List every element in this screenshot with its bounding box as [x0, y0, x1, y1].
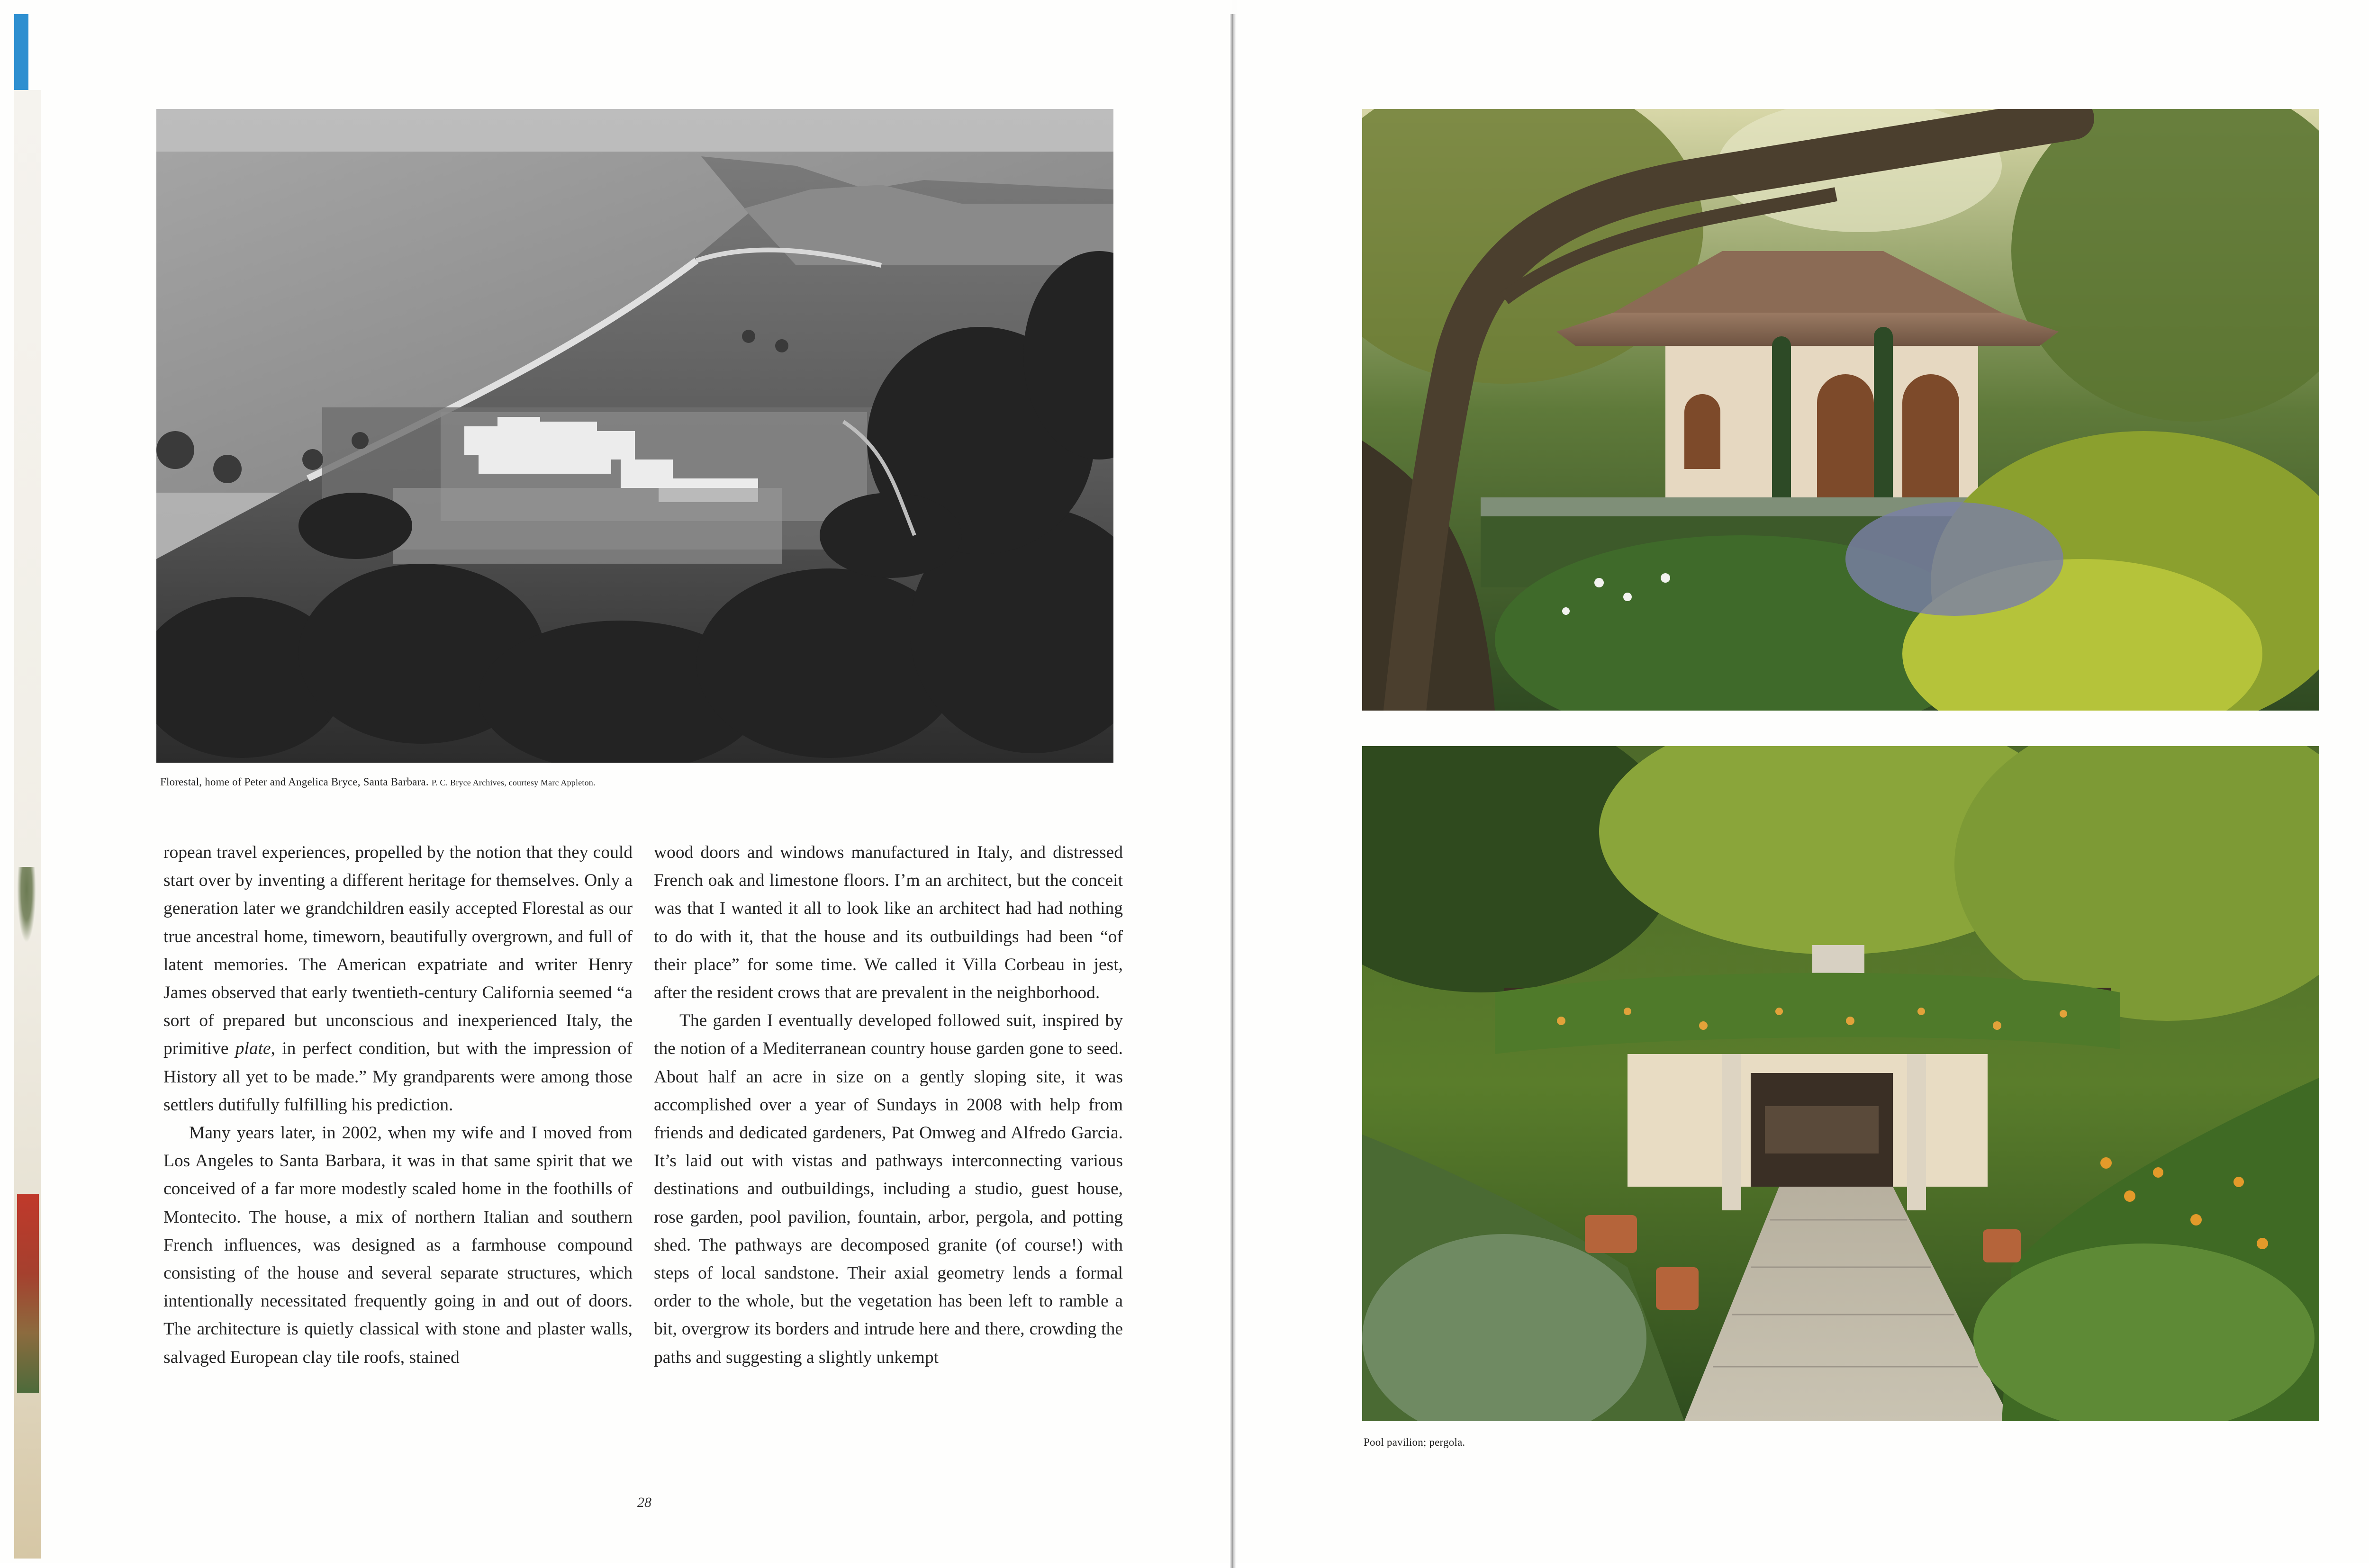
aerial-photo-caption	[160, 775, 1108, 790]
florestal-aerial-photo	[156, 109, 1113, 763]
book-gutter	[1230, 14, 1236, 1568]
right-photo-caption: Pool pavilion; pergola.	[1364, 1436, 1465, 1448]
caption-main: Florestal, home of Peter and Angelica Bryce, Santa Barbara.	[160, 776, 429, 788]
text-column-2	[654, 838, 1123, 1371]
italic-word-plate: plate	[235, 1039, 271, 1059]
page-edge-red-band	[17, 1194, 39, 1393]
column-2-paragraph-2: The garden I eventually developed followed suit, inspired by the notion of a Mediterranean country house garden gone to seed. About half an acre in size on a gently sloping site, it was accomplished over a year of Sundays in 2008 with help from friends and dedicated gardeners, Pat Omweg and Alfredo Garcia. It’s laid out with vistas and pathways interconnecting various destinations and outbuildings, including a studio, guest house, rose garden, pool pavilion, fountain, arbor, pergola, and potting shed. The pathways are decomposed granite (of course!) with steps of local sandstone. Their axial geometry lends a formal order to the whole, but the vegetation has been left to ramble a bit, overgrow its borders and intrude here and there, crowding the paths and suggesting a slightly unkempt	[654, 1011, 1123, 1367]
pool-pavilion-photo	[1362, 109, 2319, 711]
page-edge-foliage	[17, 867, 36, 943]
column-2-paragraph-1: wood doors and windows manufactured in Italy, and distressed French oak and limestone floors. I’m an architect, but the conceit was that I wanted it all to look like an architect had had nothing to do with it, that the house and its outbuildings had been “of their place” for some time. We called it Villa Corbeau in jest, after the resident crows that are prevalent in the neighborhood.	[654, 843, 1123, 1003]
right-page	[1237, 0, 2369, 1563]
caption-credit: P. C. Bryce Archives, courtesy Marc Appleton.	[431, 778, 596, 787]
page-number: 28	[637, 1495, 651, 1510]
text-column-1	[163, 838, 633, 1371]
column-1-paragraph-1: ropean travel experiences, propelled by the notion that they could start over by inventing a different heritage for themselves. Only a generation later we grandchildren easily accepted Florestal as our true ancestral home, timeworn, beautifully overgrown, and full of latent memories. The American expatriate and writer Henry James observed that early twentieth-century California seemed “a sort of prepared but unconscious and inexperienced Italy, the primitive plate, in perfect condition, but with the impression of History all yet to be made.” My grandparents were among those settlers dutifully fulfilling his prediction.	[163, 843, 633, 1115]
edge-tab-blue	[14, 14, 28, 90]
pergola-photo	[1362, 746, 2319, 1421]
column-1-paragraph-2: Many years later, in 2002, when my wife and I moved from Los Angeles to Santa Barbara, it was in that same spirit that we conceived of a far more modestly scaled home in the foothills of Montecito. The house, a mix of northern Italian and southern French influences, was designed as a farmhouse compound consisting of the house and several separate structures, which intentionally necessitated frequently going in and out of doors. The architecture is quietly classical with stone and plaster walls, salvaged European clay tile roofs, stained	[163, 1123, 633, 1367]
